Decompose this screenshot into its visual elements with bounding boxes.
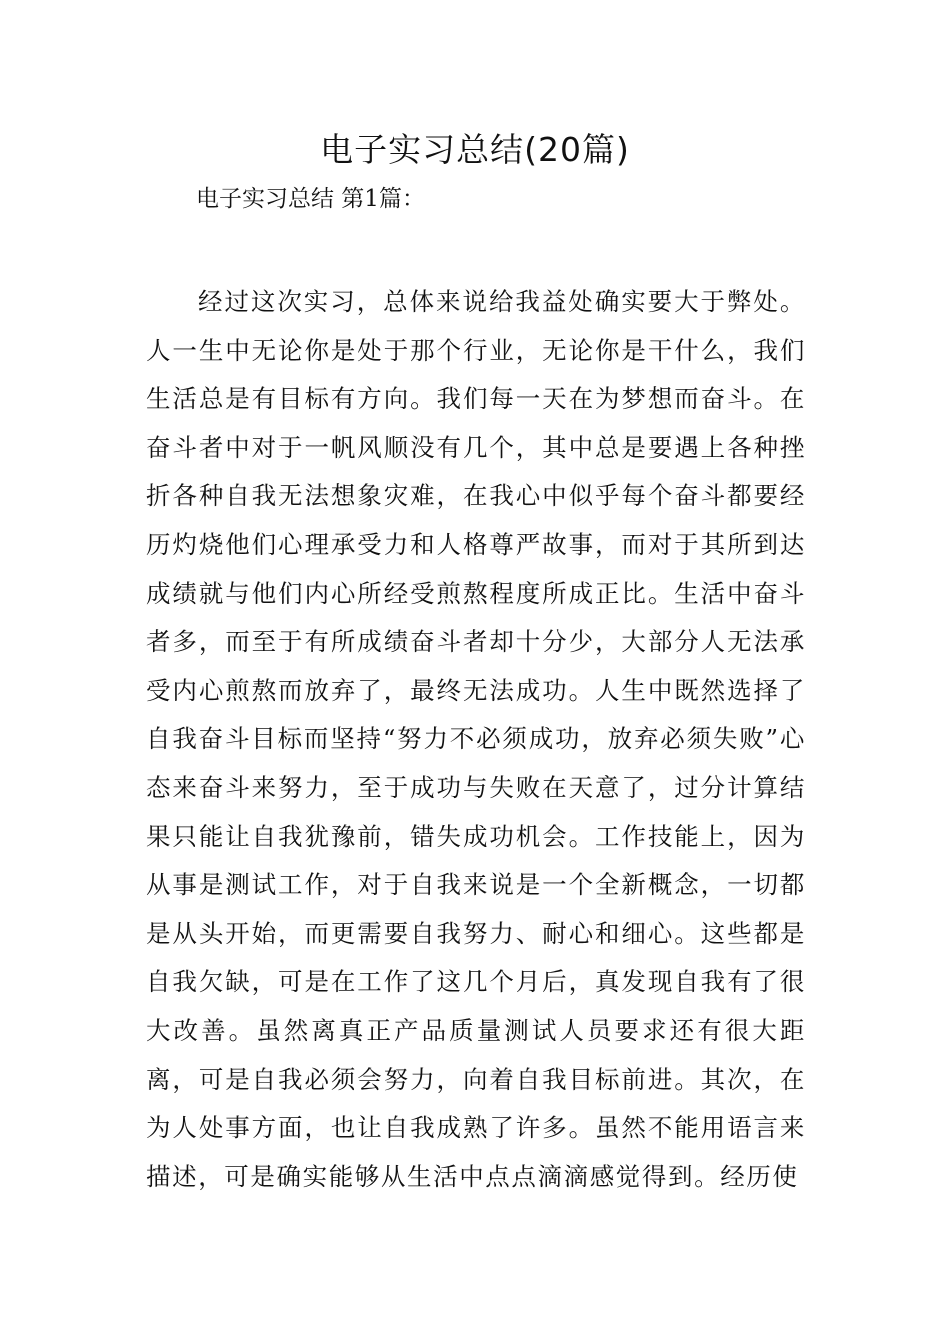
body-paragraph: 经过这次实习，总体来说给我益处确实要大于弊处。人一生中无论你是处于那个行业，无论你是干什么，我们生活总是有目标有方向。我们每一天在为梦想而奋斗。在奋斗者中对于一帆风顺没有几个，其中总是要遇上各种挫折各种自我无法想象灾难，在我心中似乎每个奋斗都要经历灼烧他们心理承受力和人格尊严故事，而对于其所到达成绩就与他们内心所经受煎熬程度所成正比。生活中奋斗者多，而至于有所成绩奋斗者却十分少，大部分人无法承受内心煎熬而放弃了，最终无法成功。人生中既然选择了自我奋斗目标而坚持“努力不必须成功，放弃必须失败”心态来奋斗来努力，至于成功与失败在天意了，过分计算结果只能让自我犹豫前，错失成功机会。工作技能上，因为从事是测试工作，对于自我来说是一个全新概念，一切都是从头开始，而更需要自我努力、耐心和细心。这些都是自我欠缺，可是在工作了这几个月后，真发现自我有了很大改善。虽然离真正产品质量测试人员要求还有很大距离，可是自我必须会努力，向着自我目标前进。其次，在为人处事方面，也让自我成熟了许多。虽然不能用语言来描述，可是确实能够从生活中点点滴滴感觉得到。经历使 — [146, 287, 806, 1191]
document-title: 电子实习总结(20篇) — [320, 130, 630, 169]
section-heading: 电子实习总结 第1篇： — [196, 186, 425, 212]
